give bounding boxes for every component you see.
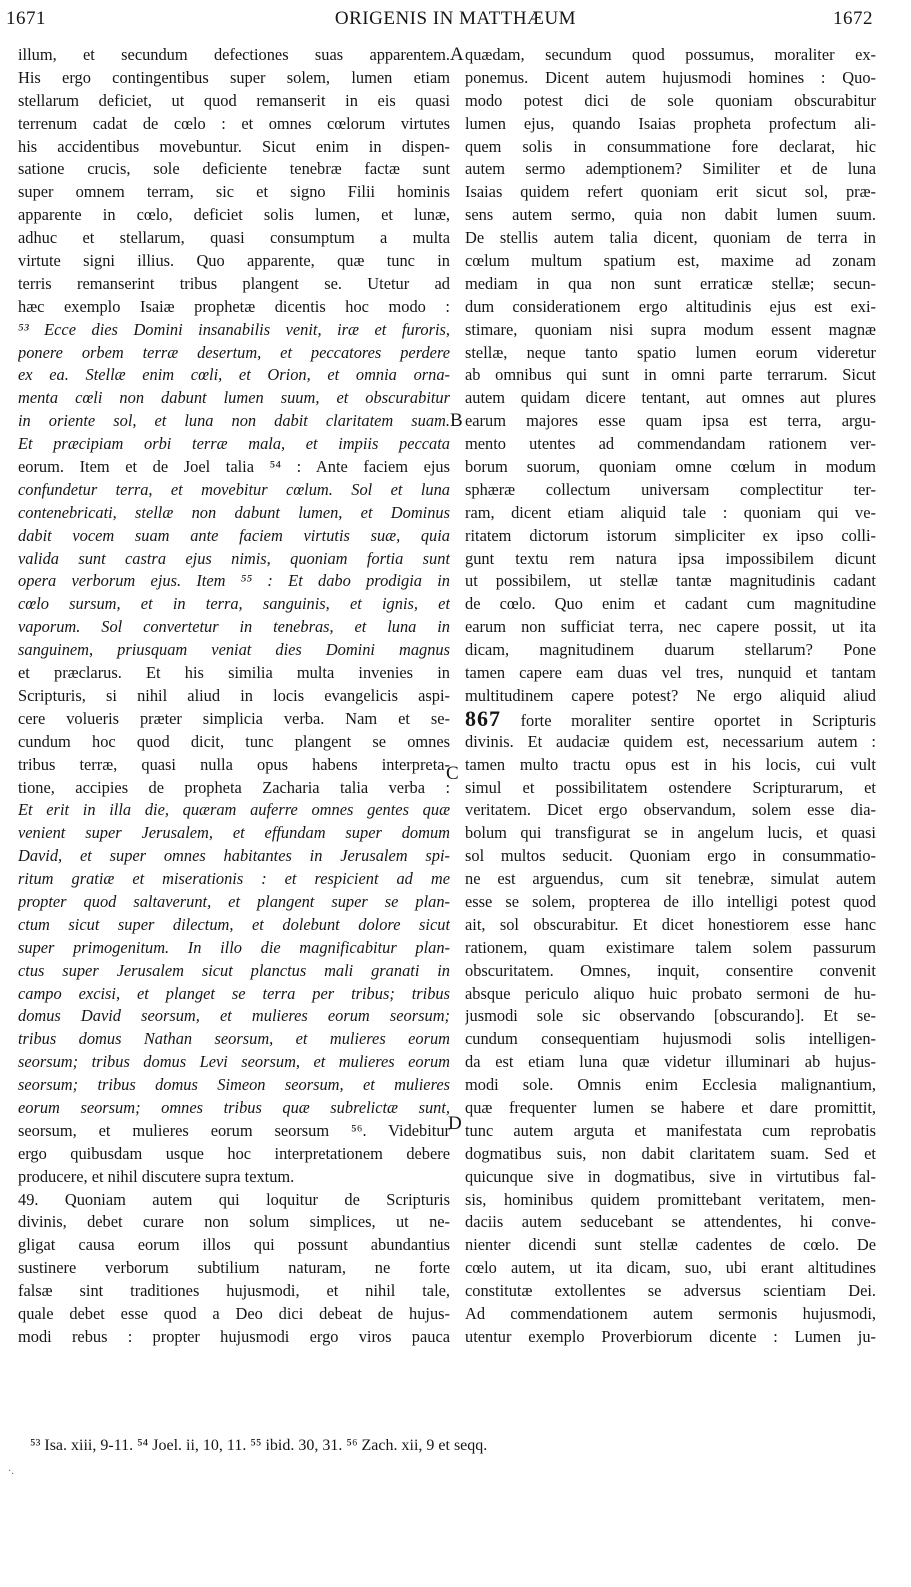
text-line: dabit vocem suam ante faciem virtutis suæ, quia	[18, 525, 450, 545]
text-line: ctum sicut super dilectum, et dolebunt dolore sicut	[18, 914, 450, 934]
section-marker-b: B	[450, 410, 463, 431]
text-line: mediam in qua non sunt erraticæ stellæ; secun-	[465, 273, 876, 293]
text-line: veritatem. Dicet ergo observandum, solem esse dia-	[465, 800, 876, 820]
text-line: adhuc et stellarum, quasi consumptum a multa	[18, 228, 450, 248]
section-marker-d: D	[448, 1113, 462, 1134]
text-line: campo excisi, et planget se terra per tribus; tribus	[18, 983, 450, 1003]
text-line: gligat causa eorum illos qui possunt abundantius	[18, 1235, 450, 1255]
text-line: Ad commendationem autem sermonis hujusmodi,	[465, 1303, 876, 1323]
text-line: jusmodi sole sic observando [obscurando]. Et se-	[465, 1006, 876, 1026]
text-line: Et erit in illa die, quæram auferre omnes gentes quæ	[18, 800, 450, 820]
text-line: His ergo contingentibus super solem, lumen etiam	[18, 67, 450, 87]
running-title: ORIGENIS IN MATTHÆUM	[334, 8, 577, 29]
text-line: autem sermo ademptionem? Similiter et de luna	[465, 159, 876, 179]
text-line: earum non sufficiat terra, nec capere possit, ut ita	[465, 617, 876, 637]
text-line: terris remanserint tribus plangent se. Utetur ad	[18, 273, 450, 293]
text-line: ab omnibus qui sunt in omni parte terrarum. Sicut	[465, 365, 876, 385]
text-line: hæc exemplo Isaiæ prophetæ dicentis hoc modo :	[18, 296, 450, 316]
text-line: cundum hoc quod dicit, tunc plangent se omnes	[18, 731, 450, 751]
text-line: dum considerationem ergo altitudinis ejus est exi-	[465, 296, 876, 316]
text-line: cœlo sursum, et in terra, sanguinis, et ignis, et	[18, 594, 450, 614]
text-line: de cœlo. Quo enim et cadant cum magnitudine	[465, 594, 876, 614]
text-line: lumen ejus, quando Isaias propheta profectum ali-	[465, 113, 876, 133]
text-line: falsæ sint traditiones hujusmodi, et nihil tale,	[18, 1281, 450, 1301]
text-line: illum, et secundum defectiones suas apparentem.	[18, 45, 450, 64]
text-line: bolum qui transfigurat se in angelum lucis, et quasi	[465, 823, 876, 843]
text-line: seorsum; tribus domus Simeon seorsum, et mulieres	[18, 1075, 450, 1095]
text-line: mento utentes ad commendandam rationem ver-	[465, 434, 876, 454]
text-line: ponere orbem terræ desertum, et peccatores perdere	[18, 342, 450, 362]
text-line: valida sunt castra ejus nimis, quoniam fortia sunt	[18, 548, 450, 568]
text-line: venient super Jerusalem, et effundam super domum	[18, 823, 450, 843]
text-line: stellarum deficiet, ut quod remanserit in eis quasi	[18, 90, 450, 110]
text-line: quædam, secundum quod possumus, moraliter ex-	[465, 45, 876, 64]
page-header	[0, 8, 911, 34]
text-line	[465, 705, 876, 731]
text-line: stellæ, neque tanto spatio lumen eorum videretur	[465, 342, 876, 362]
text-line: Et præcipiam orbi terræ mala, et impiis peccata	[18, 434, 450, 454]
left-text-column	[18, 44, 450, 1424]
text-line: dicam, magnitudinem duarum stellarum? Pone	[465, 640, 876, 660]
text-line: tribus domus Nathan seorsum, et mulieres eorum	[18, 1029, 450, 1049]
column-number: 867	[465, 705, 501, 731]
text-line: De stellis autem talia dicent, quoniam de terra in	[465, 228, 876, 248]
text-line: daciis autem seducebant se attendentes, hi conve-	[465, 1212, 876, 1232]
section-marker-a: A	[450, 44, 464, 65]
text-line: esse se solem, propterea de illo intelligi potest quod	[465, 891, 876, 911]
text-line: vaporum. Sol convertetur in tenebras, et luna in	[18, 617, 450, 637]
text-line: super primogenitum. In illo die magnificabitur plan-	[18, 937, 450, 957]
text-line: cere volueris præter simplicia verba. Nam et se-	[18, 708, 450, 728]
text-line: sustinere verborum subtilium naturam, ne forte	[18, 1258, 450, 1278]
text-line: utentur exemplo Proverbiorum dicente : Lumen ju-	[465, 1326, 876, 1346]
page-number-left: 1671	[6, 8, 46, 29]
text-line: earum majores esse quam ipsa est terra, argu-	[465, 411, 876, 431]
text-line: da est etiam luna quæ videtur illuminari ab hujus-	[465, 1052, 876, 1072]
text-line: ram, dicent etiam aliquid tale : quoniam qui ve-	[465, 502, 876, 522]
text-line: absque periculo aliquo huic probato sermoni de hu-	[465, 983, 876, 1003]
text-line: Scripturis, si nihil aliud in locis evangelicis aspi-	[18, 685, 450, 705]
text-line: obscuritatem. Omnes, inquit, consentire convenit	[465, 960, 876, 980]
text-line: dogmatibus suis, non dabit claritatem suam. Sed et	[465, 1143, 876, 1163]
text-line: virtute signi illius. Quo apparente, quæ tunc in	[18, 251, 450, 271]
text-line: multitudinem capere potest? Ne ergo aliquid aliud	[465, 685, 876, 705]
section-marker-c: C	[446, 763, 459, 784]
text-line: quæ frequenter lumen se habere et dare promittit,	[465, 1097, 876, 1117]
text-line: quale debet esse quod a Deo dici debeat de hujus-	[18, 1303, 450, 1323]
text-line: propter quod saltaverunt, et plangent super se plan-	[18, 891, 450, 911]
text-line: ut possibilem, ut stellæ tantæ magnitudinis cadant	[465, 571, 876, 591]
text-line: tribus terræ, quasi nulla opus habens interpreta-	[18, 754, 450, 774]
text-line-content: forte moraliter sentire oportet in Scripturis	[520, 710, 876, 730]
text-line: contenebricati, stellæ non dabunt lumen, et Dominus	[18, 502, 450, 522]
text-line: his accidentibus movebuntur. Sicut enim in dispen-	[18, 136, 450, 156]
text-line: domus David seorsum, et mulieres eorum seorsum;	[18, 1006, 450, 1026]
text-line: Isaias quidem refert quoniam erit sicut sol, præ-	[465, 182, 876, 202]
text-line: ne est arguendus, cum sit tenebræ, simulat autem	[465, 869, 876, 889]
text-line: ritatem dictorum istorum simpliciter ex ipso colli-	[465, 525, 876, 545]
text-line: ⁵³ Ecce dies Domini insanabilis venit, iræ et furoris,	[18, 319, 450, 339]
text-line: seorsum; tribus domus Levi seorsum, et mulieres eorum	[18, 1052, 450, 1072]
text-line: sens autem sermo, quia non dabit lumen suum.	[465, 205, 876, 225]
text-line: divinis. Et audaciæ quidem est, necessarium autem :	[465, 731, 876, 751]
text-line: cœlum multum spatium est, maxime ad zonam	[465, 251, 876, 271]
text-line: quicunque sive in dogmatibus, sive in virtutibus fal-	[465, 1166, 876, 1186]
text-line: tamen capere eam duas vel tres, nunquid et tantam	[465, 663, 876, 683]
text-line: eorum seorsum; omnes tribus quæ subrelictæ sunt,	[18, 1097, 450, 1117]
text-line: 49. Quoniam autem qui loquitur de Scripturis	[18, 1189, 450, 1209]
text-line: David, et super omnes habitantes in Jerusalem spi-	[18, 846, 450, 866]
text-line: ponemus. Dicent autem hujusmodi homines : Quo-	[465, 67, 876, 87]
text-line: borum suorum, quoniam omne cœlum in modum	[465, 457, 876, 477]
text-line: et præclarus. Et his similia multa invenies in	[18, 663, 450, 683]
text-line: confundetur terra, et movebitur cœlum. Sol et luna	[18, 479, 450, 499]
text-line: cundum consequentiam hujusmodi solis intelligen-	[465, 1029, 876, 1049]
text-line: cœlo autem, ut ita dicam, suo, ubi erant altitudines	[465, 1258, 876, 1278]
text-line: sphæræ collectum universam complectitur ter-	[465, 479, 876, 499]
text-line: autem quidam dicere tentant, aut omnes aut plures	[465, 388, 876, 408]
text-line: sanguinem, priusquam veniat dies Domini magnus	[18, 640, 450, 660]
text-line: producere, et nihil discutere supra textum.	[18, 1166, 295, 1186]
text-line: in oriente sol, et luna non dabit claritatem suam.	[18, 411, 450, 431]
text-line: satione crucis, sole deficiente tenebræ factæ sunt	[18, 159, 450, 179]
text-line: stimare, quoniam nisi supra modum essent magnæ	[465, 319, 876, 339]
text-line: tione, accipies de propheta Zacharia talia verba :	[18, 777, 450, 797]
text-line: sol multos seducit. Quoniam ergo in consummatio-	[465, 846, 876, 866]
text-line: quem solis in consummatione fore declarat, hic	[465, 136, 876, 156]
text-line: modi rebus : propter hujusmodi ergo viros pauca	[18, 1326, 450, 1346]
text-line: modi sole. Omnis enim Ecclesia malignantium,	[465, 1075, 876, 1095]
text-line: tamen multo tractu opus est in his locis, cui vult	[465, 754, 876, 774]
text-line: ex ea. Stellæ enim cœli, et Orion, et omnia orna-	[18, 365, 450, 385]
text-line: super omnem terram, sic et signo Filii hominis	[18, 182, 450, 202]
text-line: ergo quibusdam usque hoc interpretationem debere	[18, 1143, 450, 1163]
footnotes: ⁵³ Isa. xiii, 9-11. ⁵⁴ Joel. ii, 10, 11. ⁵⁵ ibid. 30, 31. ⁵⁶ Zach. xii, 9 et seqq.	[30, 1437, 488, 1454]
page-number-right: 1672	[833, 8, 873, 29]
margin-speck: ·.	[8, 1466, 14, 1477]
text-line: apparente in cœlo, deficiet solis lumen, et lunæ,	[18, 205, 450, 225]
text-line: rationem, quam existimare talem solem passurum	[465, 937, 876, 957]
text-line: constitutæ extollentes se adversus scientiam Dei.	[465, 1281, 876, 1301]
text-line: ctus super Jerusalem sicut planctus mali granati in	[18, 960, 450, 980]
text-line: eorum. Item et de Joel talia ⁵⁴ : Ante faciem ejus	[18, 457, 450, 477]
text-line: ait, sol obscurabitur. Et dicet honestiorem esse hanc	[465, 914, 876, 934]
text-line: terrenum cadat de cœlo : et omnes cœlorum virtutes	[18, 113, 450, 133]
text-line: modo potest dici de sole quoniam obscurabitur	[465, 90, 876, 110]
text-line: simul et possibilitatem ostendere Scripturarum, et	[465, 777, 876, 797]
text-line: sis, hominibus quidem promittebant veritatem, men-	[465, 1189, 876, 1209]
text-line: divinis, debet curare non solum simplices, ut ne-	[18, 1212, 450, 1232]
text-line: menta cœli non dabunt lumen suum, et obscurabitur	[18, 388, 450, 408]
text-line: nienter dicendi sunt stellæ cadentes de cœlo. De	[465, 1235, 876, 1255]
text-line: tunc autem arguta et manifestata cum reprobatis	[465, 1120, 876, 1140]
text-line: gunt textu rem natura ipsa impossibilem dicunt	[465, 548, 876, 568]
right-text-column	[465, 44, 876, 1424]
text-line: opera verborum ejus. Item ⁵⁵ : Et dabo prodigia in	[18, 571, 450, 591]
text-line: ritum gratiæ et miserationis : et respicient ad me	[18, 869, 450, 889]
text-line: seorsum, et mulieres eorum seorsum ⁵⁶. Videbitur	[18, 1120, 450, 1140]
